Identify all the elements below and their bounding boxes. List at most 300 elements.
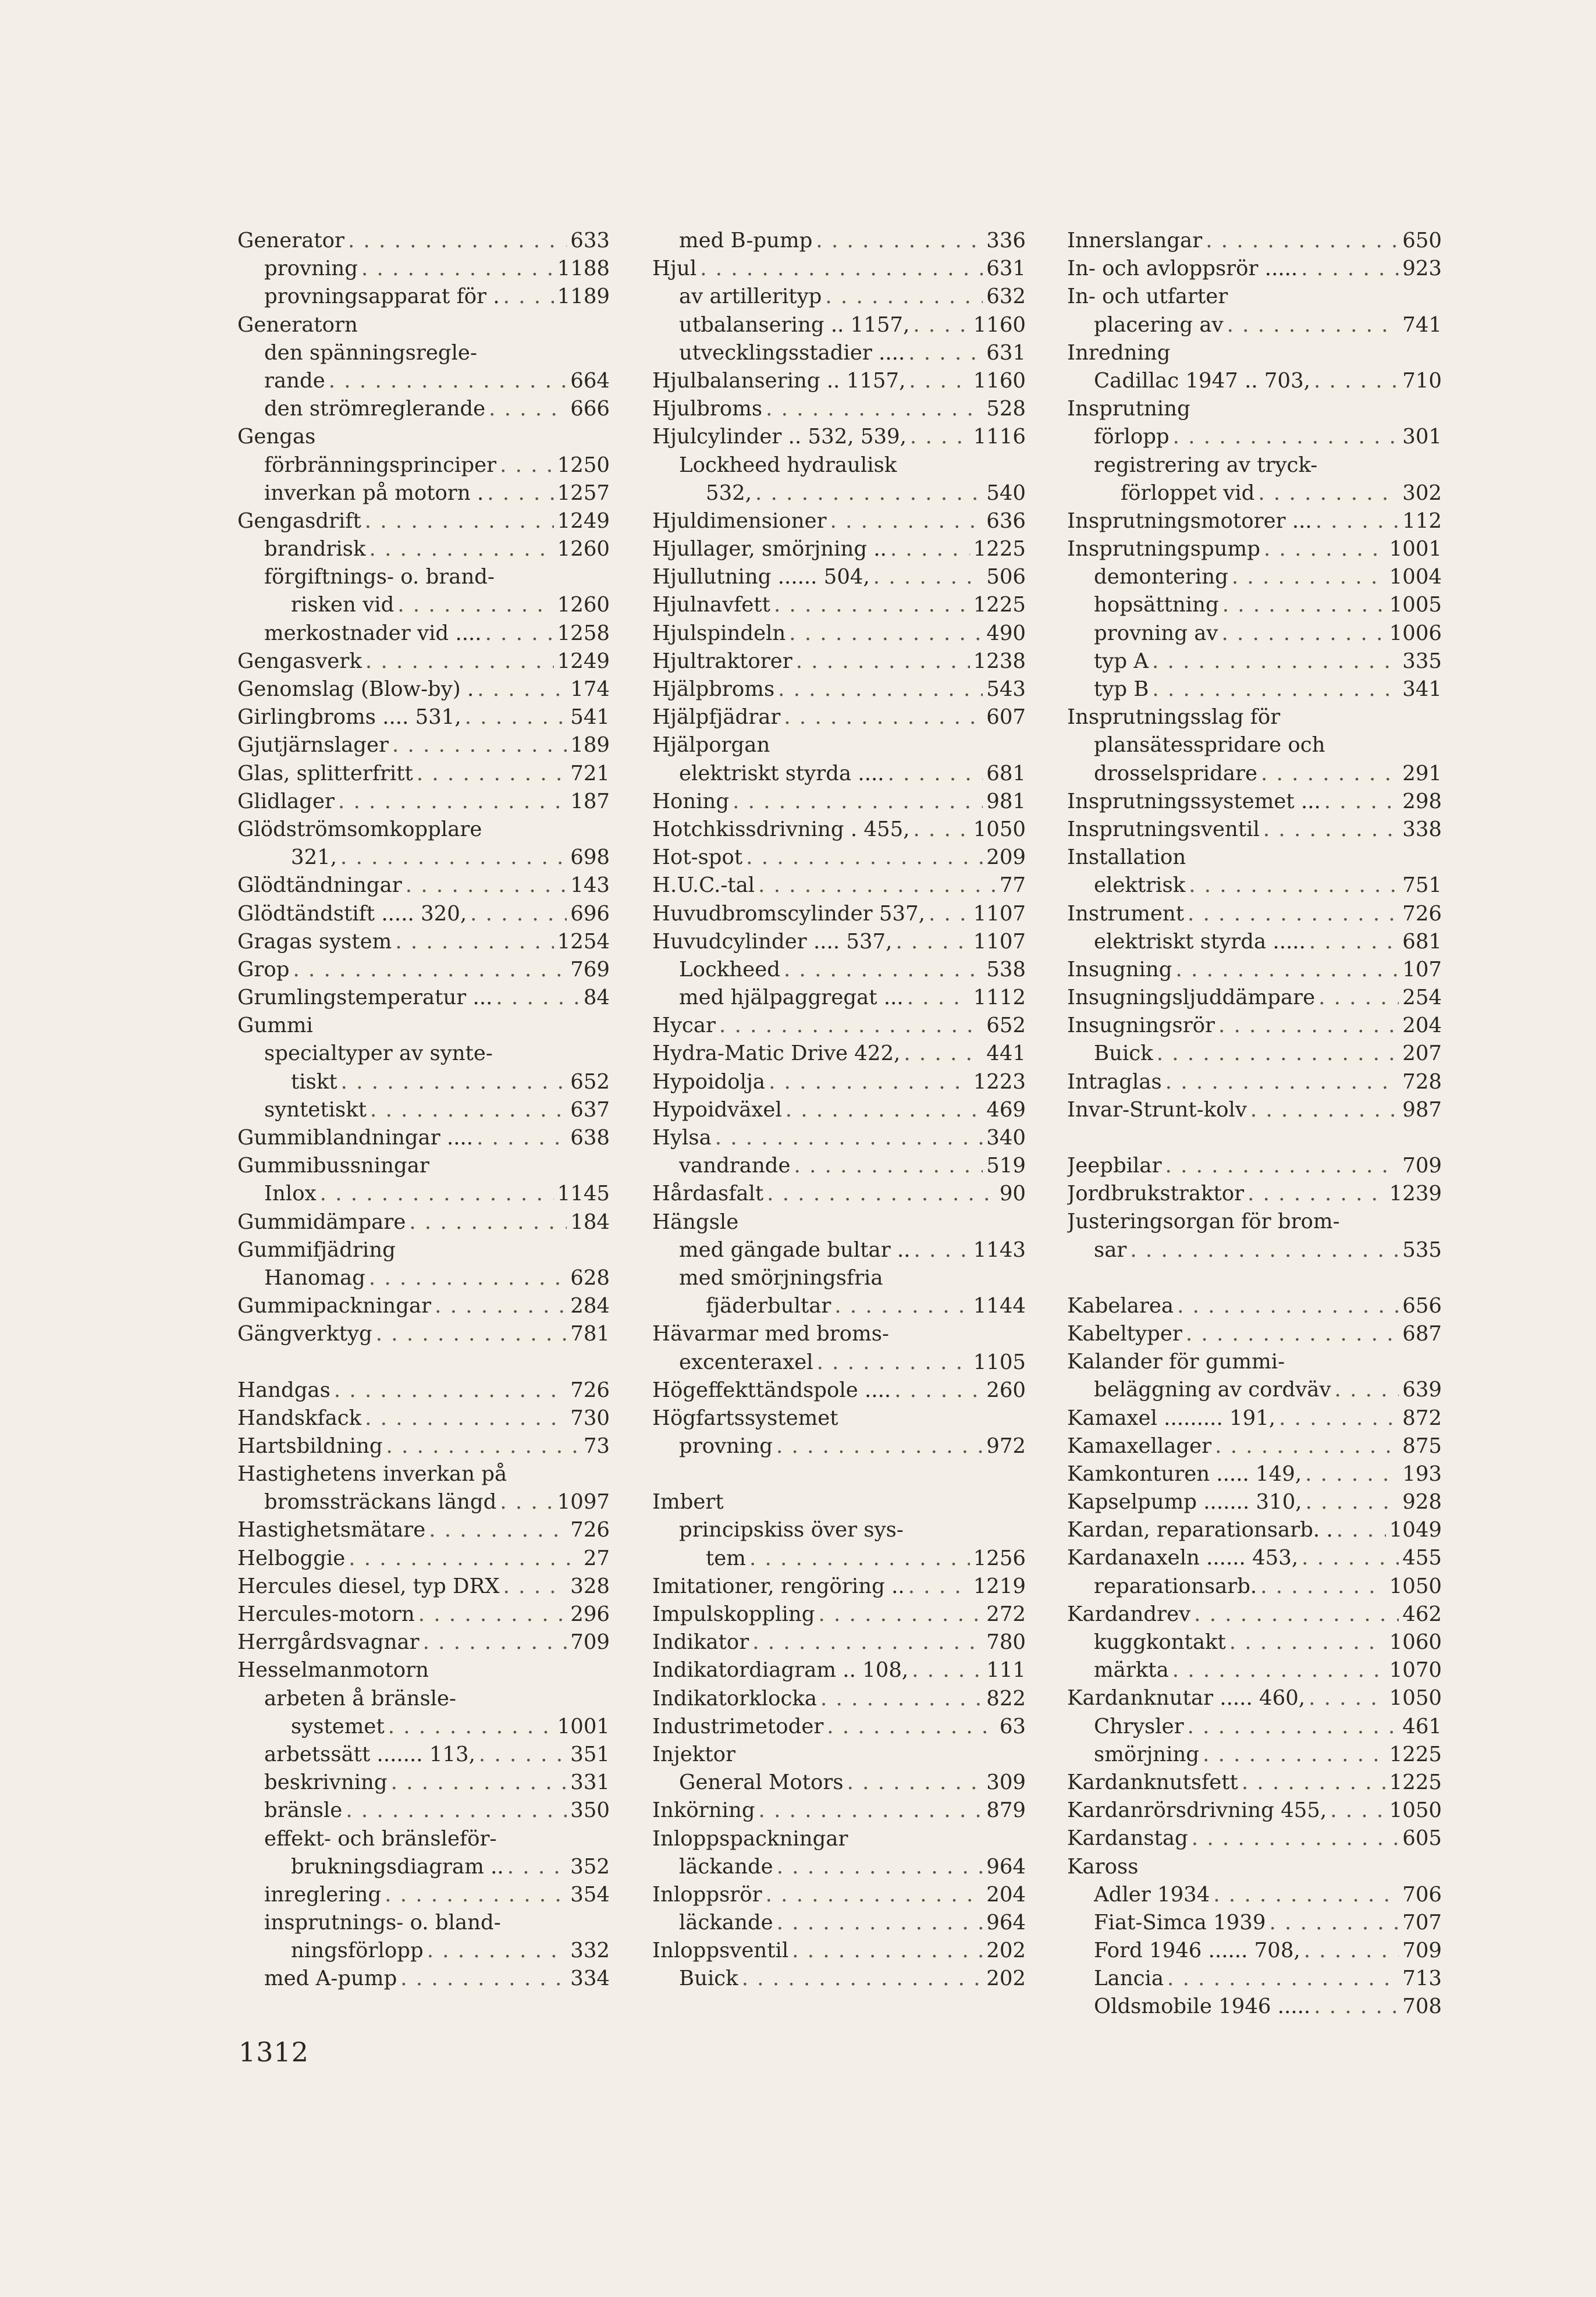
index-term: den strömreglerande (264, 397, 486, 421)
dot-leader (1269, 1909, 1399, 1937)
dot-leader (1306, 1488, 1399, 1516)
index-page-ref: 964 (986, 1854, 1026, 1879)
index-entry (652, 1208, 1026, 1236)
index-page-ref: 1107 (973, 901, 1026, 926)
index-term: Kamaxellager (1067, 1434, 1212, 1458)
index-page-ref: 730 (570, 1406, 610, 1430)
dot-leader (1215, 1432, 1399, 1460)
index-entry (652, 1741, 1026, 1769)
index-page-ref: 709 (1402, 1154, 1442, 1178)
dot-leader (758, 872, 996, 899)
index-page-ref: 338 (1402, 817, 1442, 841)
index-entry (652, 1264, 1026, 1292)
dot-leader (752, 1628, 983, 1656)
dot-leader (485, 620, 554, 648)
index-entry (652, 1685, 1026, 1713)
index-page-ref: 1249 (557, 649, 610, 673)
index-entry (237, 984, 610, 1012)
index-entry (237, 1601, 610, 1628)
index-term: Hastighetens inverkan på (237, 1462, 507, 1487)
index-entry (652, 1068, 1026, 1096)
index-page-ref: 1004 (1389, 565, 1442, 589)
index-term: Hastighetsmätare (237, 1518, 426, 1542)
index-term: In- och utfarter (1067, 285, 1228, 309)
index-page-ref: 461 (1402, 1714, 1442, 1738)
index-entry (1067, 283, 1442, 311)
index-term: syntetiskt (264, 1097, 367, 1122)
dot-leader (873, 563, 983, 591)
index-entry (237, 1040, 610, 1068)
dot-leader (369, 535, 554, 563)
index-term: ningsförlopp (291, 1939, 424, 1963)
index-term: rande (264, 368, 325, 393)
index-entry (237, 339, 610, 367)
dot-leader (784, 956, 983, 984)
dot-leader (1247, 1180, 1386, 1208)
index-term: specialtyper av synte- (264, 1041, 493, 1066)
index-page-ref: 204 (986, 1882, 1026, 1907)
index-entry (652, 311, 1026, 339)
index-page-ref: 254 (1402, 986, 1442, 1010)
index-term: H.U.C.-tal (652, 873, 755, 898)
index-entry (237, 1797, 610, 1825)
index-term: provning (679, 1434, 773, 1459)
index-entry (652, 423, 1026, 451)
dot-leader (293, 956, 567, 984)
index-page-ref: 710 (1402, 368, 1442, 393)
index-column-1 (237, 227, 610, 1993)
index-page-ref: 1223 (973, 1069, 1026, 1094)
dot-leader (1152, 675, 1399, 703)
index-entry (652, 227, 1026, 255)
index-entry (1067, 1208, 1442, 1236)
index-term: Gjutjärnslager (237, 733, 389, 758)
index-term: risken vid (291, 593, 394, 617)
index-term: Insprutningsventil (1067, 817, 1260, 841)
index-entry (1067, 1236, 1442, 1264)
index-entry (652, 1937, 1026, 1965)
index-term: läckande (679, 1911, 773, 1935)
dot-leader (1316, 507, 1399, 535)
index-entry (237, 872, 610, 899)
index-term: Hjulspindeln (652, 621, 786, 645)
index-page-ref: 335 (1402, 649, 1442, 673)
index-term: Hävarmar med broms- (652, 1322, 890, 1346)
index-term: Intraglas (1067, 1069, 1162, 1094)
dot-leader (1324, 788, 1399, 816)
index-entry (652, 1040, 1026, 1068)
index-entry (237, 311, 610, 339)
index-page-ref: 972 (986, 1434, 1026, 1459)
index-page-ref: 1225 (973, 537, 1026, 561)
index-term: insprutnings- o. bland- (264, 1911, 501, 1935)
dot-leader (733, 788, 983, 816)
dot-leader (346, 1797, 567, 1825)
index-term: elektrisk (1094, 873, 1186, 898)
index-term: Generator (237, 229, 344, 253)
index-term: beskrivning (264, 1770, 388, 1795)
index-term: drosselspridare (1094, 761, 1258, 785)
index-page-ref: 681 (1402, 929, 1442, 954)
index-page-ref: 506 (986, 565, 1026, 589)
index-page-ref: 143 (570, 873, 610, 898)
index-term: Hypoidolja (652, 1069, 766, 1094)
index-term: Inkörning (652, 1798, 755, 1823)
dot-leader (913, 311, 969, 339)
index-term: Impulskoppling (652, 1602, 815, 1626)
index-term: principskiss över sys- (679, 1518, 904, 1542)
index-page-ref: 341 (1402, 677, 1442, 701)
index-page-ref: 780 (986, 1630, 1026, 1655)
index-entry (652, 395, 1026, 423)
index-entry (1067, 563, 1442, 591)
index-term: Insprutningsmotorer ... (1067, 509, 1312, 533)
index-term: Helboggie (237, 1546, 346, 1570)
index-page-ref: 1238 (973, 649, 1026, 673)
index-entry (652, 1292, 1026, 1320)
dot-leader (766, 395, 983, 423)
dot-leader (1189, 872, 1399, 899)
index-entry (1067, 956, 1442, 984)
index-entry (237, 1573, 610, 1601)
index-term: Hydra-Matic Drive 422, (652, 1041, 901, 1066)
index-page-ref: 923 (1402, 257, 1442, 281)
index-page-ref: 209 (986, 845, 1026, 870)
index-entry (237, 479, 610, 507)
index-entry (237, 1152, 610, 1180)
index-page-ref: 202 (986, 1967, 1026, 1991)
dot-leader (365, 507, 554, 535)
dot-leader (1221, 620, 1385, 648)
index-term: registrering av tryck- (1094, 453, 1318, 477)
index-term: Innerslangar (1067, 229, 1203, 253)
dot-leader (774, 591, 970, 619)
index-term: effekt- och bränsleför- (264, 1826, 497, 1851)
index-entry (652, 956, 1026, 984)
index-entry (1067, 1937, 1442, 1965)
index-term: med B-pump (679, 229, 813, 253)
dot-leader (834, 1292, 969, 1320)
index-term: Inloppsventil (652, 1939, 789, 1963)
index-entry (237, 507, 610, 535)
index-term: Hjulnavfett (652, 593, 770, 617)
dot-leader (1165, 1068, 1399, 1096)
index-page-ref: 631 (986, 257, 1026, 281)
index-entry (1067, 227, 1442, 255)
index-entry (652, 1432, 1026, 1460)
index-entry (1067, 816, 1442, 844)
dot-leader (391, 1769, 567, 1797)
index-page-ref: 751 (1402, 873, 1442, 898)
index-term: Generatorn (237, 312, 358, 337)
dot-leader (777, 1853, 983, 1881)
index-entry (652, 1628, 1026, 1656)
index-page-ref: 781 (570, 1322, 610, 1346)
dot-leader (1264, 535, 1386, 563)
index-term: Kardanrörsdrivning 455, (1067, 1798, 1327, 1823)
index-entry (237, 1180, 610, 1208)
index-entry (237, 1320, 610, 1348)
index-page-ref: 63 (999, 1714, 1026, 1738)
index-entry (237, 1292, 610, 1320)
index-entry (1067, 1825, 1442, 1852)
dot-leader (500, 1488, 553, 1516)
index-entry (237, 1937, 610, 1965)
index-page-ref: 638 (570, 1126, 610, 1150)
index-entry (237, 1656, 610, 1684)
index-term: Huvudcylinder .... 537, (652, 929, 893, 954)
index-page-ref: 301 (1402, 425, 1442, 449)
dot-leader (338, 788, 567, 816)
dot-leader (417, 760, 567, 788)
dot-leader (894, 1377, 983, 1404)
index-term: tiskt (291, 1069, 337, 1094)
index-entry (237, 563, 610, 591)
index-page-ref: 728 (1402, 1069, 1442, 1094)
index-term: Indikatordiagram .. 108, (652, 1658, 909, 1683)
dot-leader (1261, 760, 1399, 788)
index-entry (237, 283, 610, 311)
index-page-ref: 73 (583, 1434, 610, 1458)
index-entry (237, 1377, 610, 1404)
dot-leader (914, 1236, 970, 1264)
page-number: 1312 (239, 2036, 310, 2068)
dot-leader (418, 1601, 567, 1628)
dot-leader (1130, 1236, 1399, 1264)
dot-leader (785, 1096, 983, 1124)
index-term: Herrgårdsvagnar (237, 1630, 420, 1655)
index-page-ref: 334 (570, 1967, 610, 1991)
index-term: Insugningsljuddämpare (1067, 986, 1316, 1010)
index-term: Jordbrukstraktor (1067, 1182, 1245, 1206)
index-entry (1067, 1684, 1442, 1712)
index-term: Handgas (237, 1378, 330, 1402)
dot-leader (1213, 1881, 1399, 1909)
index-term: Högfartssystemet (652, 1406, 838, 1430)
index-term: Industrimetoder (652, 1714, 824, 1738)
index-entry (652, 760, 1026, 788)
index-page-ref: 1160 (973, 368, 1026, 393)
index-term: reparationsarb. (1094, 1574, 1257, 1598)
index-term: Cadillac 1947 .. 703, (1094, 368, 1310, 393)
index-term: av artillerityp (679, 285, 822, 309)
dot-leader (1186, 1320, 1399, 1348)
dot-leader (830, 507, 983, 535)
index-entry (237, 591, 610, 619)
index-page-ref: 291 (1402, 761, 1442, 785)
index-term: provning av (1094, 621, 1218, 645)
index-term: Hjälpfjädrar (652, 705, 781, 730)
index-page-ref: 1225 (1389, 1770, 1442, 1794)
dot-leader (479, 1741, 567, 1769)
index-entry (1067, 479, 1442, 507)
index-term: Instrument (1067, 901, 1185, 926)
index-term: Hårdasfalt (652, 1182, 764, 1206)
dot-leader (386, 1432, 580, 1460)
dot-leader (778, 675, 983, 703)
index-entry (652, 535, 1026, 563)
dot-leader (392, 731, 567, 759)
index-entry (1067, 591, 1442, 619)
index-entry (1067, 1432, 1442, 1460)
index-entry (1067, 1656, 1442, 1684)
dot-leader (1260, 1573, 1385, 1601)
dot-leader (465, 703, 567, 731)
index-page-ref: 1050 (1389, 1798, 1442, 1823)
index-term: Gängverktyg (237, 1322, 372, 1346)
index-entry (652, 1404, 1026, 1432)
index-page-ref: 1160 (973, 312, 1026, 337)
index-entry (1067, 1993, 1442, 2021)
dot-leader (909, 367, 969, 395)
index-entry (1067, 1853, 1442, 1881)
index-term: Lancia (1094, 1967, 1164, 1991)
dot-leader (1242, 1769, 1386, 1797)
dot-leader (503, 1573, 567, 1601)
index-entry (1067, 703, 1442, 731)
index-term: vandrande (679, 1154, 791, 1178)
dot-leader (1304, 1937, 1399, 1965)
dot-leader (400, 1965, 567, 1993)
index-entry (1067, 675, 1442, 703)
index-term: Invar-Strunt-kolv (1067, 1097, 1247, 1122)
index-term: Indikatorklocka (652, 1686, 817, 1711)
index-page-ref: 1250 (557, 453, 610, 477)
index-term: Chrysler (1094, 1714, 1184, 1738)
index-term: tem (706, 1546, 746, 1570)
index-term: Hjuldimensioner (652, 509, 827, 533)
index-term: Hängsle (652, 1210, 739, 1234)
index-entry (1067, 311, 1442, 339)
dot-leader (409, 1208, 567, 1236)
dot-leader (796, 648, 970, 675)
index-term: brandrisk (264, 537, 366, 561)
index-term: inreglering (264, 1882, 382, 1907)
index-entry (237, 1432, 610, 1460)
index-term: utvecklingsstadier .... (679, 340, 905, 365)
index-entry (1067, 1292, 1442, 1320)
index-page-ref: 1105 (973, 1350, 1026, 1374)
index-page-ref: 540 (986, 481, 1026, 505)
index-page-ref: 726 (570, 1518, 610, 1542)
index-entry (652, 1349, 1026, 1377)
index-entry (1067, 1797, 1442, 1825)
index-entry (237, 1460, 610, 1488)
index-entry (237, 423, 610, 451)
index-entry (652, 1881, 1026, 1909)
index-entry (237, 1264, 610, 1292)
index-entry (237, 1853, 610, 1881)
dot-leader (340, 844, 567, 872)
index-page-ref: 687 (1402, 1321, 1442, 1346)
dot-leader (895, 928, 969, 956)
index-entry (652, 367, 1026, 395)
index-term: Inlox (264, 1182, 317, 1206)
index-term: provningsapparat för . (264, 285, 500, 309)
index-term: Hanomag (264, 1265, 365, 1290)
index-entry (1067, 1628, 1442, 1656)
dot-leader (1301, 255, 1399, 283)
index-term: Insprutningspump (1067, 537, 1260, 561)
index-entry (1067, 1152, 1442, 1180)
dot-leader (1263, 816, 1399, 844)
dot-leader (1188, 900, 1399, 928)
index-page-ref: 207 (1402, 1041, 1442, 1066)
index-page-ref: 698 (570, 845, 610, 870)
dot-leader (1203, 1741, 1386, 1769)
index-page-ref: 538 (986, 957, 1026, 982)
index-entry (652, 1713, 1026, 1741)
index-term: Hjullutning ...... 504, (652, 565, 870, 589)
index-entry (237, 451, 610, 479)
dot-leader (477, 1124, 567, 1152)
index-entry (652, 1909, 1026, 1937)
dot-leader (334, 1377, 567, 1404)
index-page-ref: 340 (986, 1126, 1026, 1150)
index-term: Hot-spot (652, 845, 743, 870)
index-page-ref: 351 (570, 1742, 610, 1766)
index-page-ref: 1001 (1389, 537, 1442, 561)
index-term: Gengasdrift (237, 509, 361, 533)
dot-leader (777, 1909, 983, 1937)
dot-leader (1152, 648, 1399, 675)
index-entry (237, 760, 610, 788)
index-term: Gengasverk (237, 649, 362, 673)
index-term: bränsle (264, 1798, 343, 1823)
index-term: Insugning (1067, 957, 1172, 982)
dot-leader (1229, 1628, 1386, 1656)
index-term: brukningsdiagram .. (291, 1854, 504, 1879)
index-page-ref: 455 (1402, 1546, 1442, 1570)
index-entry (652, 1769, 1026, 1797)
index-entry (652, 816, 1026, 844)
index-entry (1067, 1320, 1442, 1348)
index-entry (652, 1601, 1026, 1628)
index-page-ref: 202 (986, 1939, 1026, 1963)
index-term: Kamaxel ......... 191, (1067, 1406, 1276, 1430)
index-page-ref: 1260 (557, 537, 610, 561)
dot-leader (908, 339, 983, 367)
index-entry (237, 928, 610, 956)
index-term: Hercules diesel, typ DRX (237, 1574, 500, 1598)
index-term: Kardanaxeln ...... 453, (1067, 1546, 1299, 1570)
index-page-ref: 1260 (557, 593, 610, 617)
index-entry (237, 1713, 610, 1741)
index-page-ref: 631 (986, 340, 1026, 365)
index-page-ref: 1112 (973, 986, 1026, 1010)
index-entry (237, 1208, 610, 1236)
index-entry (652, 872, 1026, 899)
index-page-ref: 543 (986, 677, 1026, 701)
dot-leader (847, 1769, 983, 1797)
dot-leader (503, 283, 554, 311)
dot-leader (827, 1713, 996, 1741)
index-term: Gragas system (237, 929, 392, 954)
index-term: kuggkontakt (1094, 1630, 1226, 1654)
index-term: med hjälpaggregat ... (679, 986, 904, 1010)
index-term: Honing (652, 789, 730, 813)
dot-leader (507, 1853, 567, 1881)
index-entry (652, 1656, 1026, 1684)
index-term: hopsättning (1094, 593, 1219, 617)
dot-leader (888, 760, 983, 788)
index-entry (1067, 1012, 1442, 1040)
index-entry (652, 1573, 1026, 1601)
index-term: Gummidämpare (237, 1210, 406, 1234)
index-term: provning (264, 257, 358, 281)
index-term: merkostnader vid .... (264, 621, 482, 645)
index-page-ref: 1050 (1389, 1686, 1442, 1711)
